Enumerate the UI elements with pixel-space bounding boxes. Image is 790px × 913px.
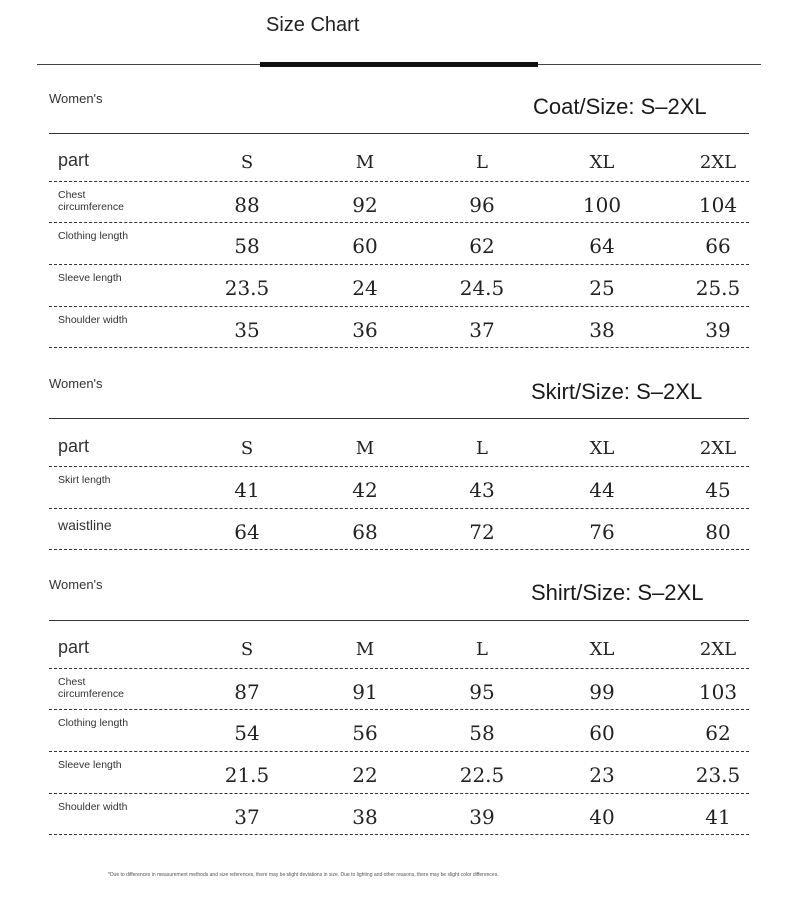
measurement-cell: 24 bbox=[352, 276, 378, 300]
footnote: *Due to differences in measurement methods and size references, there may be slight deviations in size. Due to lighting and other reasons, there may be slight color differences. bbox=[108, 872, 499, 878]
size-header-cell: XL bbox=[589, 438, 615, 459]
measurement-cell: 38 bbox=[589, 318, 615, 342]
table-row bbox=[49, 264, 749, 307]
measurement-cell: 66 bbox=[705, 234, 731, 258]
page-title: Size Chart bbox=[266, 14, 360, 36]
table-row bbox=[49, 466, 749, 509]
measurement-cell: 95 bbox=[469, 680, 495, 704]
gender-label: Women's bbox=[49, 577, 103, 592]
measurement-cell: 23 bbox=[589, 763, 615, 787]
size-header-cell: M bbox=[355, 438, 375, 459]
measurement-cell: 22.5 bbox=[459, 763, 505, 787]
size-header-cell: S bbox=[240, 438, 254, 459]
row-label: waistline bbox=[58, 517, 112, 533]
measurement-cell: 60 bbox=[589, 721, 615, 745]
table-row bbox=[49, 181, 749, 223]
measurement-cell: 45 bbox=[705, 478, 731, 502]
table-row bbox=[49, 508, 749, 550]
measurement-cell: 36 bbox=[352, 318, 378, 342]
table-row bbox=[49, 709, 749, 752]
size-header-cell: 2XL bbox=[699, 639, 737, 660]
row-label: Clothing length bbox=[58, 230, 129, 242]
header-label: part bbox=[58, 637, 90, 657]
header-label: part bbox=[58, 436, 90, 456]
measurement-cell: 87 bbox=[234, 680, 260, 704]
gender-label: Women's bbox=[49, 91, 103, 106]
measurement-cell: 37 bbox=[234, 805, 260, 829]
measurement-cell: 88 bbox=[234, 193, 260, 217]
row-label: Chest circumference bbox=[58, 189, 124, 213]
header-accent-bar bbox=[260, 62, 538, 67]
size-header-cell: L bbox=[476, 152, 488, 173]
measurement-cell: 40 bbox=[589, 805, 615, 829]
measurement-cell: 54 bbox=[234, 721, 260, 745]
measurement-cell: 62 bbox=[705, 721, 731, 745]
measurement-cell: 104 bbox=[698, 193, 738, 217]
measurement-cell: 44 bbox=[589, 478, 615, 502]
table-header-row bbox=[49, 627, 749, 669]
measurement-cell: 43 bbox=[469, 478, 495, 502]
measurement-cell: 24.5 bbox=[459, 276, 505, 300]
measurement-cell: 96 bbox=[469, 193, 495, 217]
measurement-cell: 99 bbox=[589, 680, 615, 704]
table-top-rule bbox=[49, 133, 749, 134]
table-header-row bbox=[49, 140, 749, 182]
measurement-cell: 76 bbox=[589, 520, 615, 544]
size-header-cell: XL bbox=[589, 639, 615, 660]
measurement-cell: 23.5 bbox=[695, 763, 741, 787]
gender-label: Women's bbox=[49, 376, 103, 391]
row-label: Shoulder width bbox=[58, 801, 128, 813]
size-header-cell: 2XL bbox=[699, 438, 737, 459]
table-row bbox=[49, 222, 749, 265]
measurement-cell: 103 bbox=[698, 680, 738, 704]
measurement-cell: 37 bbox=[469, 318, 495, 342]
measurement-cell: 80 bbox=[705, 520, 731, 544]
measurement-cell: 23.5 bbox=[224, 276, 270, 300]
row-label: Skirt length bbox=[58, 474, 111, 486]
measurement-cell: 41 bbox=[705, 805, 731, 829]
size-header-cell: S bbox=[240, 639, 254, 660]
size-header-cell: L bbox=[476, 639, 488, 660]
measurement-cell: 39 bbox=[705, 318, 731, 342]
header-label: part bbox=[58, 150, 90, 170]
measurement-cell: 41 bbox=[234, 478, 260, 502]
measurement-cell: 22 bbox=[352, 763, 378, 787]
measurement-cell: 42 bbox=[352, 478, 378, 502]
measurement-cell: 21.5 bbox=[224, 763, 270, 787]
table-row bbox=[49, 751, 749, 794]
row-label: Shoulder width bbox=[58, 314, 128, 326]
measurement-cell: 25.5 bbox=[695, 276, 741, 300]
measurement-cell: 56 bbox=[352, 721, 378, 745]
row-label: Clothing length bbox=[58, 717, 129, 729]
table-header-row bbox=[49, 426, 749, 467]
measurement-cell: 64 bbox=[234, 520, 260, 544]
row-label: Sleeve length bbox=[58, 759, 122, 771]
size-header-cell: M bbox=[355, 639, 375, 660]
measurement-cell: 92 bbox=[352, 193, 378, 217]
table-top-rule bbox=[49, 620, 749, 621]
measurement-cell: 39 bbox=[469, 805, 495, 829]
row-label: Chest circumference bbox=[58, 676, 124, 700]
measurement-cell: 100 bbox=[582, 193, 622, 217]
measurement-cell: 58 bbox=[234, 234, 260, 258]
measurement-cell: 60 bbox=[352, 234, 378, 258]
section-title: Skirt/Size: S–2XL bbox=[531, 379, 703, 404]
measurement-cell: 91 bbox=[352, 680, 378, 704]
section-title: Coat/Size: S–2XL bbox=[533, 94, 707, 119]
measurement-cell: 68 bbox=[352, 520, 378, 544]
table-row bbox=[49, 306, 749, 348]
size-header-cell: 2XL bbox=[699, 152, 737, 173]
measurement-cell: 62 bbox=[469, 234, 495, 258]
table-row bbox=[49, 793, 749, 835]
table-row bbox=[49, 668, 749, 710]
measurement-cell: 25 bbox=[589, 276, 615, 300]
measurement-cell: 72 bbox=[469, 520, 495, 544]
row-label: Sleeve length bbox=[58, 272, 122, 284]
section-title: Shirt/Size: S–2XL bbox=[531, 580, 704, 605]
measurement-cell: 35 bbox=[234, 318, 260, 342]
size-header-cell: L bbox=[476, 438, 488, 459]
measurement-cell: 64 bbox=[589, 234, 615, 258]
size-header-cell: XL bbox=[589, 152, 615, 173]
table-top-rule bbox=[49, 418, 749, 419]
size-header-cell: S bbox=[240, 152, 254, 173]
size-header-cell: M bbox=[355, 152, 375, 173]
measurement-cell: 38 bbox=[352, 805, 378, 829]
measurement-cell: 58 bbox=[469, 721, 495, 745]
